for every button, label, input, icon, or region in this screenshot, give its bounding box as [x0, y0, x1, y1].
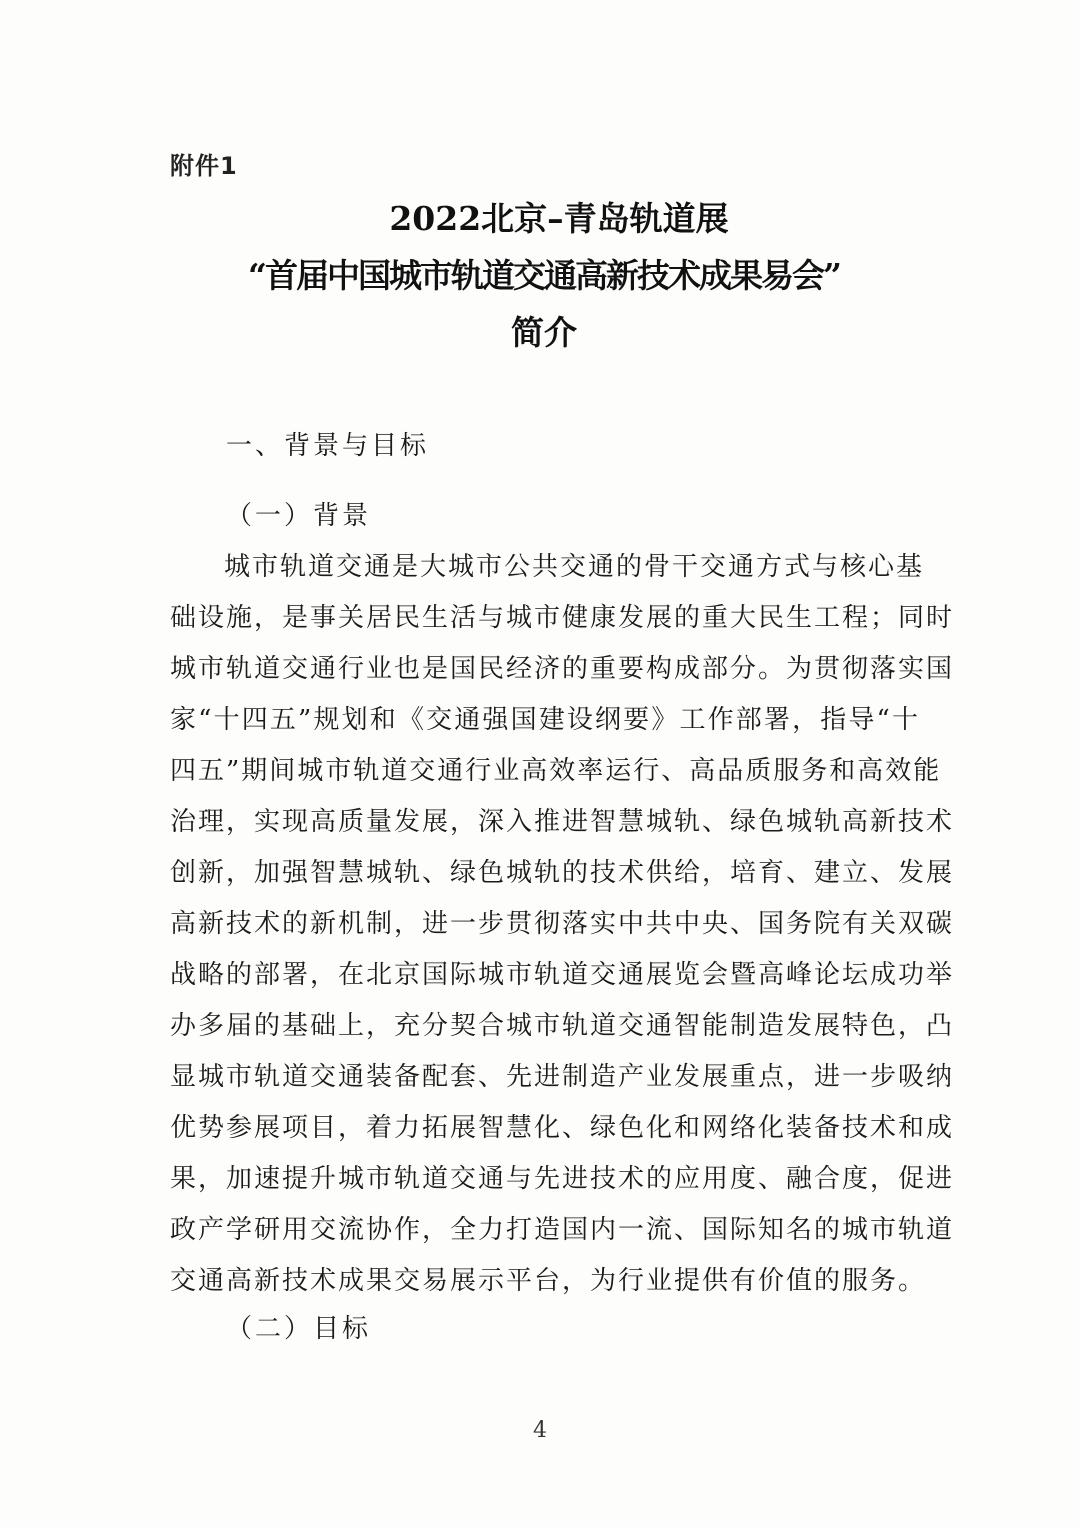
attachment-label: 附件1 [170, 152, 238, 180]
paragraph-line: 城市轨道交通是大城市公共交通的骨干交通方式与核心基 [224, 552, 925, 582]
paragraph-line: 战略的部署，在北京国际城市轨道交通展览会暨高峰论坛成功举 [170, 960, 955, 990]
paragraph-line: 办多届的基础上，充分契合城市轨道交通智能制造发展特色，凸 [170, 1011, 955, 1041]
paragraph-line: 城市轨道交通行业也是国民经济的重要构成部分。为贯彻落实国 [170, 654, 955, 684]
paragraph-line: 交通高新技术成果交易展示平台，为行业提供有价值的服务。 [170, 1266, 927, 1296]
title-line-3: 简介 [511, 313, 577, 352]
paragraph-line: 家“十四五”规划和《交通强国建设纲要》工作部署，指导“十 [170, 705, 920, 735]
paragraph-line: 础设施，是事关居民生活与城市健康发展的重大民生工程；同时 [170, 603, 955, 633]
page-number: 4 [533, 1418, 547, 1443]
paragraph-line: 创新，加强智慧城轨、绿色城轨的技术供给，培育、建立、发展 [170, 858, 955, 888]
document-title [170, 190, 918, 361]
paragraph-line: 治理，实现高质量发展，深入推进智慧城轨、绿色城轨高新技术 [170, 807, 955, 837]
title-line-1: 2022北京–青岛轨道展 [389, 199, 729, 238]
subsection-heading-background: （一）背景 [226, 501, 372, 531]
paragraph-line: 显城市轨道交通装备配套、先进制造产业发展重点，进一步吸纳 [170, 1062, 955, 1092]
paragraph-line: 优势参展项目，着力拓展智慧化、绿色化和网络化装备技术和成 [170, 1113, 955, 1143]
title-line-2: “首届中国城市轨道交通高新技术成果易会” [248, 256, 840, 295]
paragraph-line: 高新技术的新机制，进一步贯彻落实中共中央、国务院有关双碳 [170, 909, 955, 939]
paragraph-line: 果，加速提升城市轨道交通与先进技术的应用度、融合度，促进 [170, 1164, 955, 1194]
background-paragraph [170, 542, 955, 1307]
subsection-heading-goals: （二）目标 [226, 1314, 372, 1344]
paragraph-line: 四五”期间城市轨道交通行业高效率运行、高品质服务和高效能 [170, 756, 942, 786]
paragraph-line: 政产学研用交流协作，全力打造国内一流、国际知名的城市轨道 [170, 1215, 955, 1245]
section-heading-background-goals: 一、背景与目标 [226, 431, 430, 461]
